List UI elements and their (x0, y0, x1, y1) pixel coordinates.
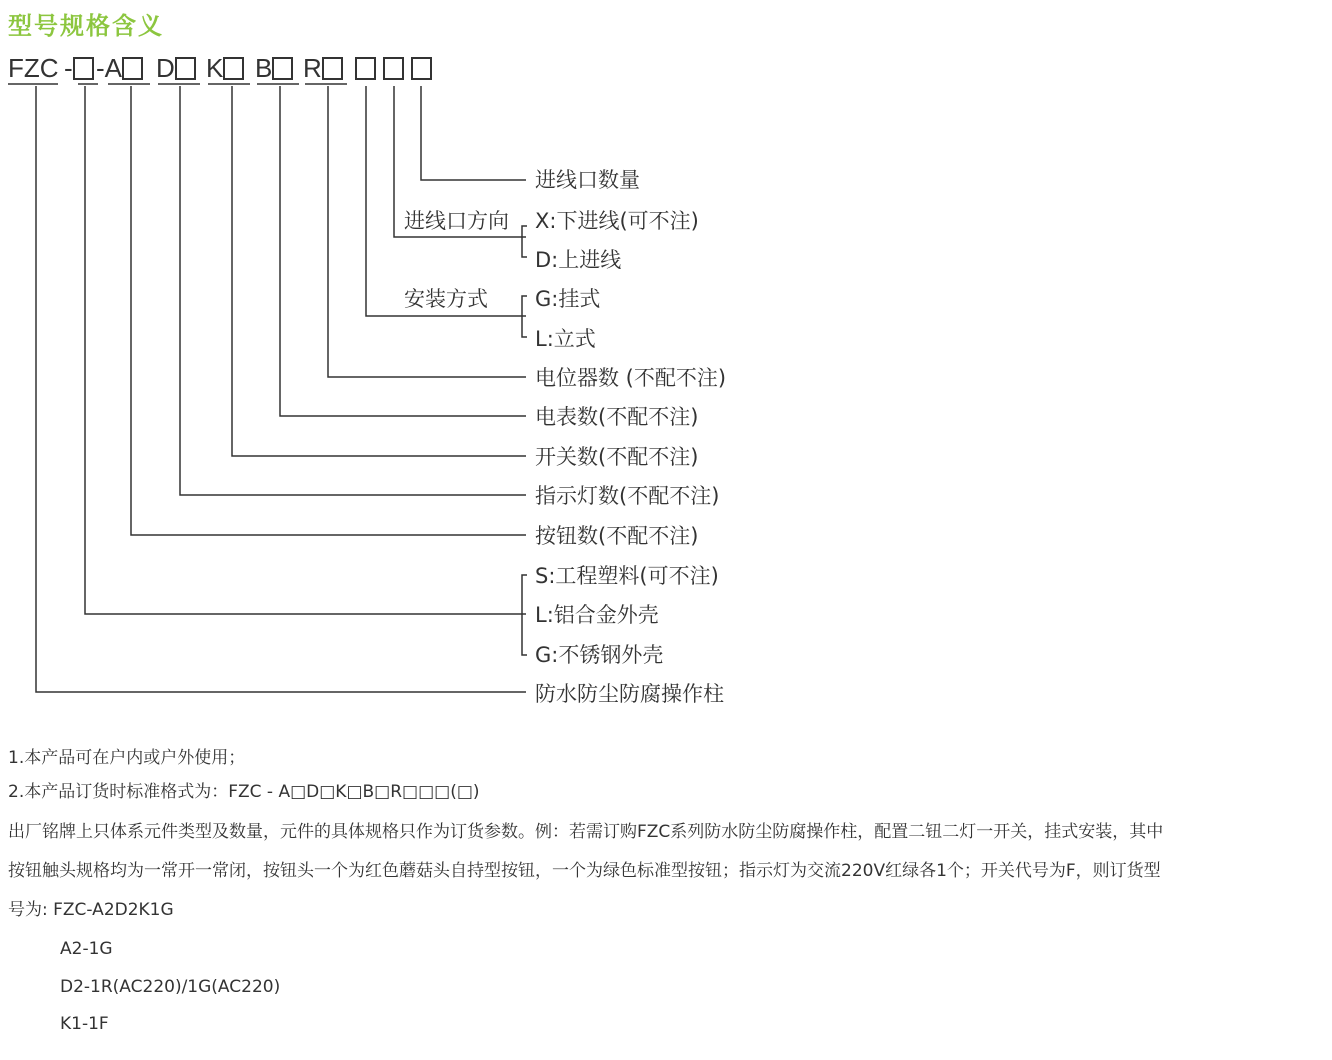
label-shell-s: S:工程塑料(可不注) (535, 564, 719, 588)
label-button: 按钮数(不配不注) (535, 524, 699, 548)
label-switch: 开关数(不配不注) (535, 445, 699, 469)
example-k: K1-1F (60, 1014, 109, 1034)
label-meter: 电表数(不配不注) (535, 405, 699, 429)
label-product: 防水防尘防腐操作柱 (535, 682, 724, 706)
code-seg-6: R (303, 48, 343, 88)
label-indicator: 指示灯数(不配不注) (535, 484, 720, 508)
label-mount-l: L:立式 (535, 327, 596, 351)
label-mount-g: G:挂式 (535, 287, 601, 311)
code-seg-2: -A (96, 48, 143, 88)
model-prefix: FZC (8, 53, 59, 83)
code-seg-3: D (156, 48, 196, 88)
code-seg-1: - (64, 48, 94, 88)
code-seg-4: K (206, 48, 244, 88)
leader-meter (280, 86, 526, 416)
bracket-shell (522, 575, 527, 655)
label-potentiometer: 电位器数 (不配不注) (535, 366, 727, 390)
label-inlet-count: 进线口数量 (535, 168, 640, 192)
bracket-inlet (522, 226, 527, 257)
code-seg-5: B (255, 48, 293, 88)
note-line-2: 2.本产品订货时标准格式为：FZC - A□D□K□B□R□□□(□) (8, 782, 480, 802)
note-line-5: 号为: FZC-A2D2K1G (8, 900, 174, 920)
leader-inlet-count (421, 86, 526, 180)
label-inlet-direction: 进线口方向 (404, 209, 509, 233)
leader-switch (232, 86, 526, 456)
label-mounting: 安装方式 (404, 287, 488, 311)
leader-mounting (366, 86, 526, 316)
label-shell-g: G:不锈钢外壳 (535, 643, 664, 667)
example-a: A2-1G (60, 939, 113, 959)
note-line-4: 按钮触头规格均为一常开一常闭，按钮头一个为红色蘑菇头自持型按钮，一个为绿色标准型按钮；指示灯为交流220V红绿各1个；开关代号为F，则订货型 (8, 861, 1161, 881)
page-title: 型号规格含义 (8, 12, 164, 40)
note-line-3: 出厂铭牌上只体系元件类型及数量，元件的具体规格只作为订货参数。例：若需订购FZC系列防水防尘防腐操作柱，配置二钮二灯一开关，挂式安装，其中 (8, 822, 1164, 842)
example-d: D2-1R(AC220)/1G(AC220) (60, 977, 281, 997)
note-line-1: 1.本产品可在户内或户外使用； (8, 748, 246, 768)
label-shell-l: L:铝合金外壳 (535, 603, 659, 627)
label-inlet-x: X:下进线(可不注) (535, 209, 699, 233)
label-inlet-d: D:上进线 (535, 248, 622, 272)
leader-product (36, 86, 526, 692)
